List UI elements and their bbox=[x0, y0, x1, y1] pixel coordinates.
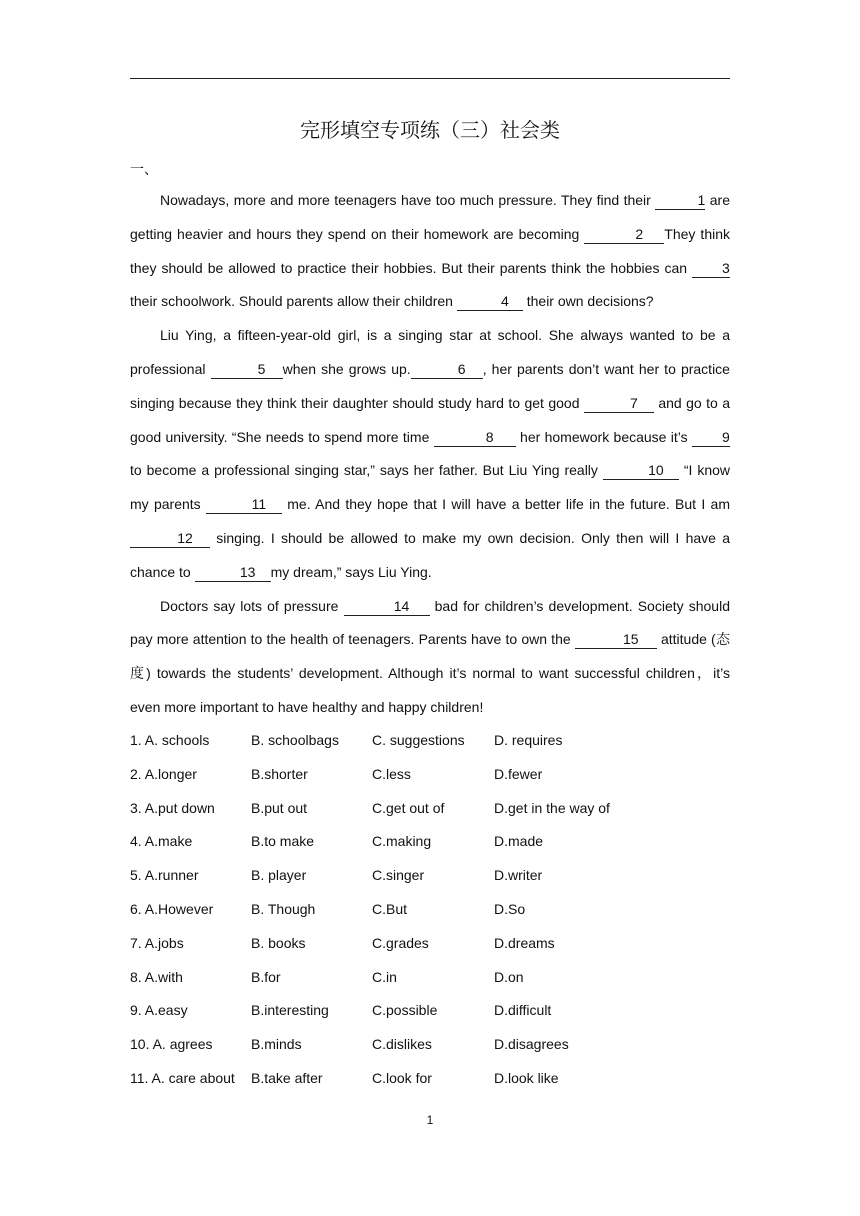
blank-15: 15 bbox=[575, 632, 657, 649]
option-c: C. suggestions bbox=[372, 732, 465, 748]
question-6 bbox=[130, 893, 730, 927]
header-rule bbox=[130, 78, 730, 79]
option-d: D.So bbox=[494, 900, 526, 917]
passage-text: when she grows up. bbox=[282, 360, 411, 377]
option-b: B.put out bbox=[251, 799, 308, 816]
passage-text: , her parents don’t want her to practice singing because they think their daughter should study hard to get good bbox=[130, 360, 730, 411]
option-a: 11. A. care about bbox=[130, 1069, 235, 1086]
blank-9: 9 bbox=[692, 430, 730, 447]
question-5 bbox=[130, 859, 730, 893]
blank-5: 5 bbox=[211, 362, 283, 379]
option-a: 10. A. agrees bbox=[130, 1036, 213, 1053]
option-a: 7. A.jobs bbox=[130, 934, 184, 951]
option-c: C.making bbox=[372, 833, 432, 850]
question-3 bbox=[130, 792, 730, 826]
passage-text: and go to a good university. “She needs to spend more time bbox=[130, 394, 731, 445]
option-d: D.fewer bbox=[494, 765, 543, 782]
option-d: D.disagrees bbox=[494, 1036, 569, 1053]
option-a: 9. A.easy bbox=[130, 1002, 188, 1019]
passage-text: Nowadays, more and more teenagers have too much pressure. They find their bbox=[160, 192, 656, 208]
option-d: D.difficult bbox=[494, 1002, 552, 1019]
blank-13: 13 bbox=[195, 565, 271, 582]
passage-text: Doctors say lots of pressure bbox=[160, 597, 344, 614]
section-marker: 一、 bbox=[130, 162, 158, 178]
blank-11: 11 bbox=[206, 497, 282, 514]
option-d: D.on bbox=[494, 968, 524, 985]
passage-text: my dream,” says Liu Ying. bbox=[270, 563, 432, 580]
option-b: B.shorter bbox=[251, 765, 308, 782]
passage-text: me. And they hope that I will have a better life in the future. But I am bbox=[281, 496, 730, 513]
option-a: 4. A.make bbox=[130, 833, 193, 850]
option-b: B.to make bbox=[251, 833, 315, 850]
option-b: B.interesting bbox=[251, 1002, 329, 1019]
option-b: B.for bbox=[251, 968, 281, 985]
option-a: 1. A. schools bbox=[130, 732, 210, 748]
paragraph-1 bbox=[130, 184, 730, 319]
paragraph-2 bbox=[130, 319, 730, 589]
cloze-passage bbox=[130, 184, 730, 725]
option-c: C.dislikes bbox=[372, 1036, 432, 1053]
option-c: C.But bbox=[372, 900, 408, 917]
option-d: D. requires bbox=[494, 732, 563, 748]
paragraph-3 bbox=[130, 590, 730, 725]
question-4 bbox=[130, 825, 730, 859]
passage-text: “I know my parents bbox=[130, 462, 730, 513]
blank-4: 4 bbox=[457, 294, 523, 311]
option-b: B. player bbox=[251, 867, 307, 884]
blank-8: 8 bbox=[434, 430, 516, 447]
blank-7: 7 bbox=[584, 396, 654, 413]
option-c: C.in bbox=[372, 968, 397, 985]
question-8 bbox=[130, 961, 730, 995]
passage-text: her homework because it’s bbox=[515, 428, 692, 445]
passage-text: to become a professional singing star,” says her father. But Liu Ying really bbox=[130, 462, 603, 479]
passage-text: Liu Ying, a fifteen-year-old girl, is a singing star at school. She always wanted to be a professional bbox=[130, 327, 730, 377]
option-c: C.look for bbox=[372, 1069, 432, 1086]
passage-text: their schoolwork. Should parents allow their children bbox=[130, 293, 457, 310]
question-7 bbox=[130, 927, 730, 961]
option-c: C.get out of bbox=[372, 799, 445, 816]
option-a: 8. A.with bbox=[130, 968, 183, 985]
option-d: D.writer bbox=[494, 867, 543, 884]
option-b: B.take after bbox=[251, 1069, 323, 1086]
option-b: B. schoolbags bbox=[251, 732, 339, 748]
option-b: B.minds bbox=[251, 1036, 302, 1053]
passage-text: attitude (态度) towards the students’ development. Although it’s normal to want successful children，it’s even more important to have healthy and happy children! bbox=[130, 631, 730, 715]
question-2 bbox=[130, 758, 730, 792]
page-title: 完形填空专项练（三）社会类 bbox=[300, 118, 560, 142]
option-b: B. books bbox=[251, 934, 306, 951]
blank-6: 6 bbox=[411, 362, 483, 379]
option-a: 5. A.runner bbox=[130, 867, 199, 884]
passage-text: their own decisions? bbox=[522, 293, 654, 310]
option-d: D.dreams bbox=[494, 934, 555, 951]
option-b: B. Though bbox=[251, 900, 316, 917]
option-c: C.possible bbox=[372, 1002, 438, 1019]
answer-options bbox=[130, 724, 730, 1096]
blank-3: 3 bbox=[692, 261, 730, 278]
question-10 bbox=[130, 1028, 730, 1062]
option-d: D.get in the way of bbox=[494, 799, 610, 816]
option-a: 2. A.longer bbox=[130, 765, 197, 782]
question-1 bbox=[130, 724, 730, 758]
passage-text: They think they should be allowed to practice their hobbies. But their parents think the hobbies can bbox=[130, 225, 730, 276]
passage-text: are getting heavier and hours they spend on their homework are becoming bbox=[130, 192, 730, 242]
option-c: C.grades bbox=[372, 934, 429, 951]
passage-text: singing. I should be allowed to make my own decision. Only then will I have a chance to bbox=[130, 529, 730, 580]
blank-10: 10 bbox=[603, 463, 679, 480]
option-a: 3. A.put down bbox=[130, 799, 215, 816]
blank-2: 2 bbox=[584, 227, 664, 244]
option-c: C.singer bbox=[372, 867, 425, 884]
blank-14: 14 bbox=[344, 599, 430, 616]
question-11 bbox=[130, 1062, 730, 1096]
blank-12: 12 bbox=[130, 531, 210, 548]
question-9 bbox=[130, 994, 730, 1028]
blank-1: 1 bbox=[655, 193, 705, 210]
option-c: C.less bbox=[372, 765, 411, 782]
passage-text: bad for children’s development. Society should pay more attention to the health of teenagers. Parents have to own the bbox=[130, 597, 730, 648]
page-number: 1 bbox=[426, 1113, 434, 1127]
option-d: D.made bbox=[494, 833, 544, 850]
option-a: 6. A.However bbox=[130, 900, 214, 917]
option-d: D.look like bbox=[494, 1069, 559, 1086]
